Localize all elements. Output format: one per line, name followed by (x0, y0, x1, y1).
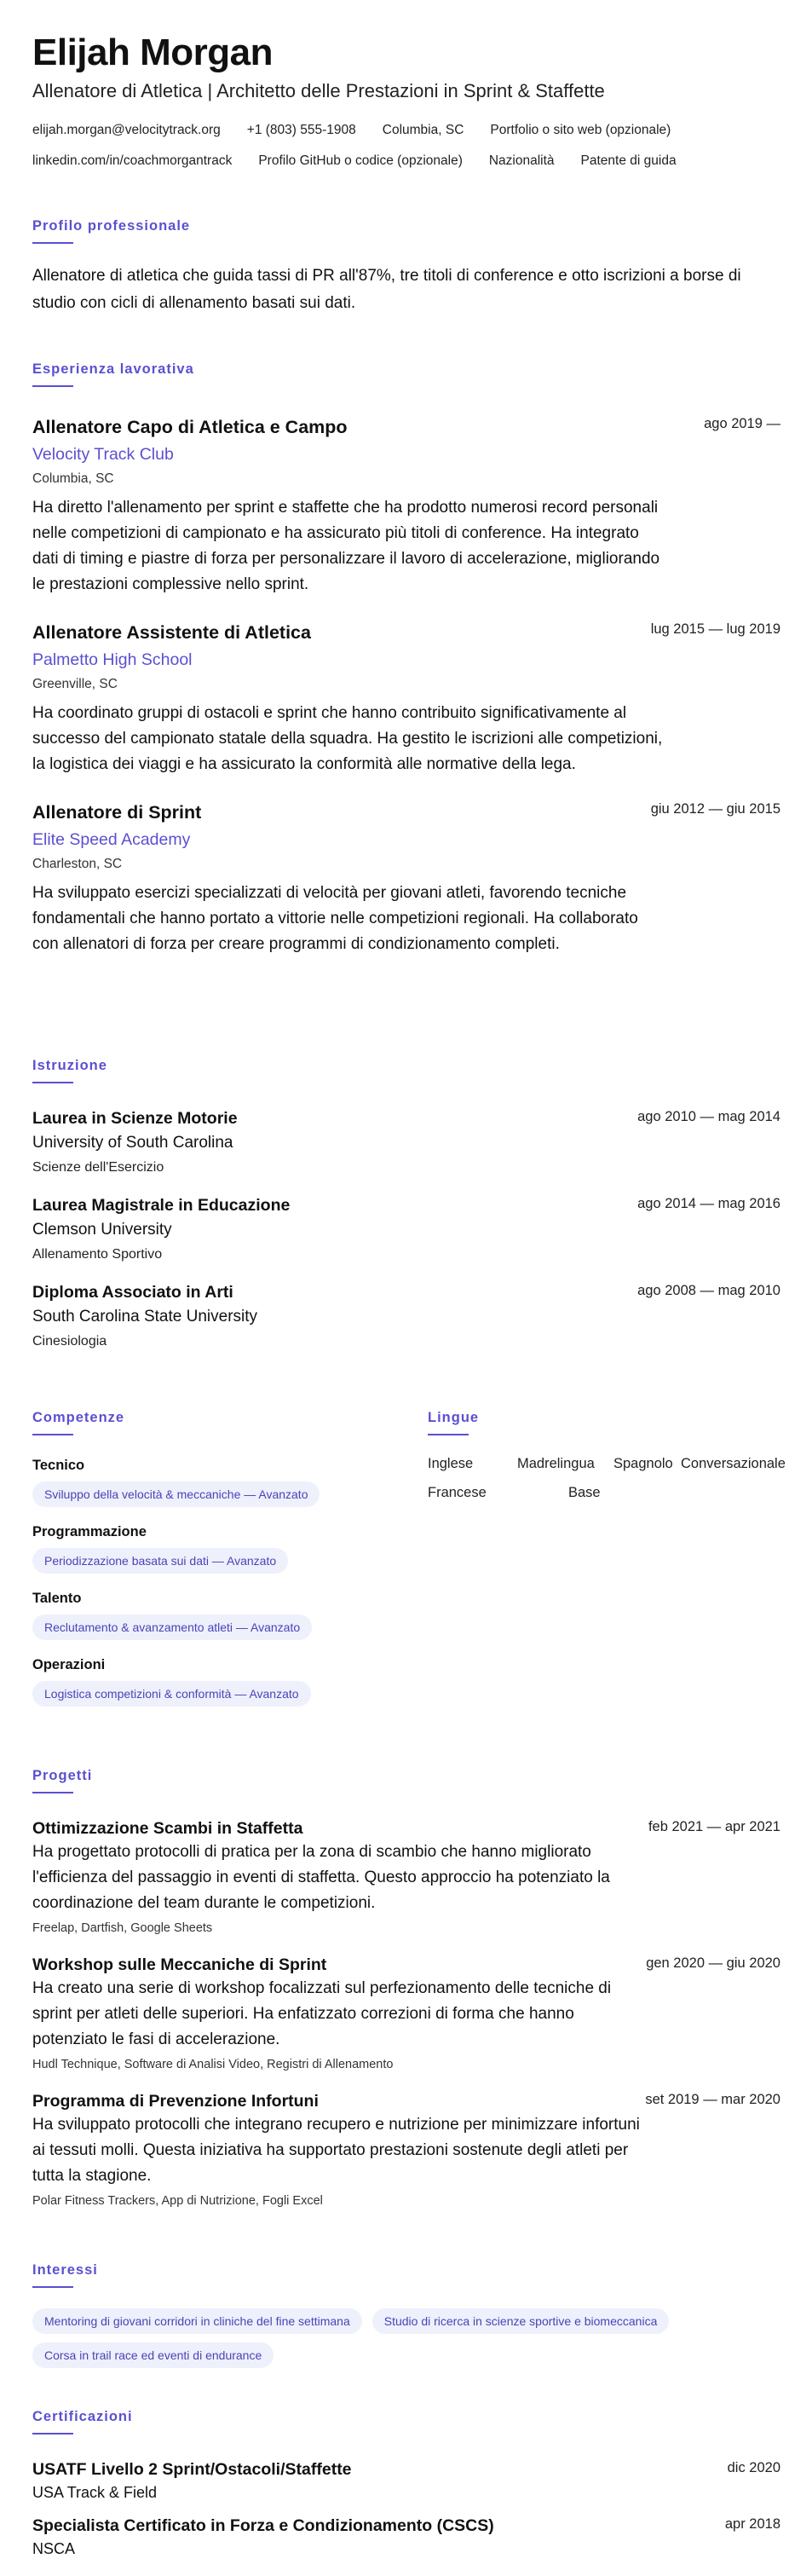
education-field: Cinesiologia (32, 1334, 107, 1349)
certifications-divider (32, 2433, 73, 2434)
certification-date: dic 2020 (727, 2460, 780, 2475)
job-description: Ha diretto l'allenamento per sprint e staffette che ha prodotto numerosi record personali nelle competizioni di campionato e ha assicurato più titoli di conference. Ha integrato dati di timing e piastre di forza per personalizzare il lavoro di accelerazione, migliorando le prestazioni complessive nello sprint. (32, 499, 660, 593)
skill-group (32, 1456, 407, 1507)
certifications-title: Certificazioni (32, 2409, 133, 2424)
skill-chip: Logistica competizioni & conformità — Avanzato (32, 1681, 311, 1707)
languages-section (428, 1408, 786, 1510)
education-field: Scienze dell'Esercizio (32, 1160, 164, 1175)
skill-category: Tecnico (32, 1458, 85, 1473)
job-dates: lug 2015 — lug 2019 (650, 621, 780, 637)
language-level: Conversazionale (681, 1456, 786, 1471)
certification-date: apr 2018 (724, 2516, 780, 2532)
experience-section (32, 360, 780, 957)
education-dates: ago 2010 — mag 2014 (637, 1109, 780, 1124)
skill-category: Talento (32, 1591, 82, 1606)
skill-group (32, 1655, 407, 1707)
job-description: Ha coordinato gruppi di ostacoli e sprint che hanno contribuito significativamente al successo del campionato statale della squadra. Ha gestito le iscrizioni alle competizioni, la logistica dei viaggi e ha assicurato la conformità alle normative della lega. (32, 704, 663, 773)
project-tools: Freelap, Dartfish, Google Sheets (32, 1921, 213, 1935)
summary-title: Profilo professionale (32, 218, 191, 234)
project-entry (32, 1817, 780, 1937)
language-level: Base (568, 1485, 601, 1500)
interests-title: Interessi (32, 2262, 98, 2278)
project-tools: Polar Fitness Trackers, App di Nutrizione, Fogli Excel (32, 2194, 323, 2208)
headline: Allenatore di Atletica | Architetto delle Prestazioni in Sprint & Staffette (32, 80, 605, 101)
certification-entry (32, 2458, 780, 2503)
contact-location: Columbia, SC (382, 123, 464, 137)
education-degree: Laurea in Scienze Motorie (32, 1109, 238, 1128)
education-title: Istruzione (32, 1058, 107, 1073)
interests-divider (32, 2286, 73, 2288)
interest-chip: Corsa in trail race ed eventi di endurance (32, 2342, 274, 2368)
job-title: Allenatore Assistente di Atletica (32, 622, 311, 643)
education-dates: ago 2008 — mag 2010 (637, 1283, 780, 1298)
skill-category: Programmazione (32, 1524, 147, 1539)
certification-issuer: USA Track & Field (32, 2484, 158, 2501)
education-divider (32, 1082, 73, 1083)
certification-entry (32, 2515, 780, 2559)
languages-divider (428, 1434, 469, 1435)
contact-phone[interactable]: +1 (803) 555-1908 (246, 123, 356, 137)
projects-section (32, 1766, 780, 2209)
education-entry (32, 1281, 780, 1351)
job-entry (32, 414, 780, 598)
certification-issuer: NSCA (32, 2540, 76, 2557)
skill-group (32, 1589, 407, 1640)
contact-info (32, 121, 780, 170)
certifications-section (32, 2407, 780, 2559)
job-company: Velocity Track Club (32, 445, 174, 464)
language-name: Spagnolo (613, 1456, 673, 1471)
contact-license: Patente di guida (580, 153, 677, 168)
projects-title: Progetti (32, 1768, 93, 1783)
project-entry (32, 2090, 780, 2209)
summary-text: Allenatore di atletica che guida tassi di PR all'87%, tre titoli di conference e otto iscrizioni a borse di studio con cicli di allenamento basati sui dati. (32, 267, 741, 312)
project-title: Programma di Prevenzione Infortuni (32, 2092, 319, 2111)
job-title: Allenatore di Sprint (32, 802, 202, 823)
languages-title: Lingue (428, 1410, 480, 1425)
education-entry (32, 1107, 780, 1177)
skills-section (32, 1408, 407, 1707)
summary-section (32, 217, 774, 317)
job-location: Greenville, SC (32, 677, 118, 691)
job-company: Palmetto High School (32, 650, 193, 669)
education-degree: Laurea Magistrale in Educazione (32, 1196, 291, 1215)
project-title: Ottimizzazione Scambi in Staffetta (32, 1819, 303, 1838)
skill-chip: Periodizzazione basata sui dati — Avanzato (32, 1548, 288, 1574)
job-entry (32, 800, 780, 957)
summary-divider (32, 242, 73, 244)
language-name: Inglese (428, 1456, 474, 1471)
skills-divider (32, 1434, 73, 1435)
candidate-name: Elijah Morgan (32, 32, 273, 73)
education-dates: ago 2014 — mag 2016 (637, 1196, 780, 1211)
project-description: Ha sviluppato protocolli che integrano recupero e nutrizione per minimizzare infortuni ai tessuti molli. Questa iniziativa ha supportato prestazioni sostenute degli atleti per tutta la stagione. (32, 2116, 640, 2185)
language-name: Francese (428, 1485, 487, 1500)
skill-chip: Reclutamento & avanzamento atleti — Avanzato (32, 1614, 312, 1640)
job-entry (32, 620, 780, 777)
skill-category: Operazioni (32, 1657, 106, 1672)
interest-chip: Mentoring di giovani corridori in cliniche del fine settimana (32, 2308, 362, 2334)
skill-group (32, 1522, 407, 1574)
contact-nationality: Nazionalità (488, 153, 555, 168)
certification-name: Specialista Certificato in Forza e Condizionamento (CSCS) (32, 2516, 494, 2535)
education-school: South Carolina State University (32, 1308, 258, 1326)
interests-section (32, 2261, 780, 2368)
projects-divider (32, 1792, 73, 1793)
contact-linkedin[interactable]: linkedin.com/in/coachmorgantrack (32, 153, 233, 168)
project-description: Ha progettato protocolli di pratica per la zona di scambio che hanno migliorato l'efficienza del passaggio in eventi di staffetta. Questo approccio ha potenziato la coordinazione del team durante le competizioni. (32, 1843, 610, 1912)
job-location: Columbia, SC (32, 471, 114, 486)
project-dates: gen 2020 — giu 2020 (646, 1955, 780, 1971)
job-location: Charleston, SC (32, 857, 123, 871)
skills-title: Competenze (32, 1410, 125, 1425)
education-school: Clemson University (32, 1221, 172, 1239)
project-description: Ha creato una serie di workshop focalizzati sul perfezionamento delle tecniche di sprint per atleti delle superiori. Ha enfatizzato correzioni di forma che hanno potenziato le fasi di accelerazione. (32, 1979, 612, 2048)
job-dates: ago 2019 — (704, 416, 780, 431)
job-description: Ha sviluppato esercizi specializzati di velocità per giovani atleti, favorendo tecniche fondamentali che hanno portato a vittorie nelle competizioni regionali. Ha collaborato con allenatori di forza per creare programmi di condizionamento completi. (32, 884, 638, 953)
project-title: Workshop sulle Meccaniche di Sprint (32, 1955, 327, 1974)
experience-divider (32, 385, 73, 387)
contact-github[interactable]: Profilo GitHub o codice (opzionale) (258, 153, 463, 168)
contact-email[interactable]: elijah.morgan@velocitytrack.org (32, 123, 221, 137)
skill-chip: Sviluppo della velocità & meccaniche — Avanzato (32, 1481, 320, 1507)
education-degree: Diploma Associato in Arti (32, 1283, 233, 1302)
job-company: Elite Speed Academy (32, 830, 191, 849)
experience-title: Esperienza lavorativa (32, 361, 194, 377)
certification-name: USATF Livello 2 Sprint/Ostacoli/Staffette (32, 2460, 352, 2479)
education-section (32, 1056, 780, 1351)
project-entry (32, 1954, 780, 2073)
job-title: Allenatore Capo di Atletica e Campo (32, 417, 348, 437)
education-school: University of South Carolina (32, 1134, 233, 1152)
education-field: Allenamento Sportivo (32, 1247, 163, 1262)
project-tools: Hudl Technique, Software di Analisi Video, Registri di Allenamento (32, 2058, 394, 2071)
project-dates: set 2019 — mar 2020 (645, 2092, 780, 2107)
project-dates: feb 2021 — apr 2021 (648, 1819, 780, 1834)
job-dates: giu 2012 — giu 2015 (650, 801, 780, 817)
contact-portfolio[interactable]: Portfolio o sito web (opzionale) (490, 123, 671, 137)
language-level: Madrelingua (517, 1456, 595, 1471)
interest-chip: Studio di ricerca in scienze sportive e biomeccanica (372, 2308, 670, 2334)
education-entry (32, 1194, 780, 1264)
